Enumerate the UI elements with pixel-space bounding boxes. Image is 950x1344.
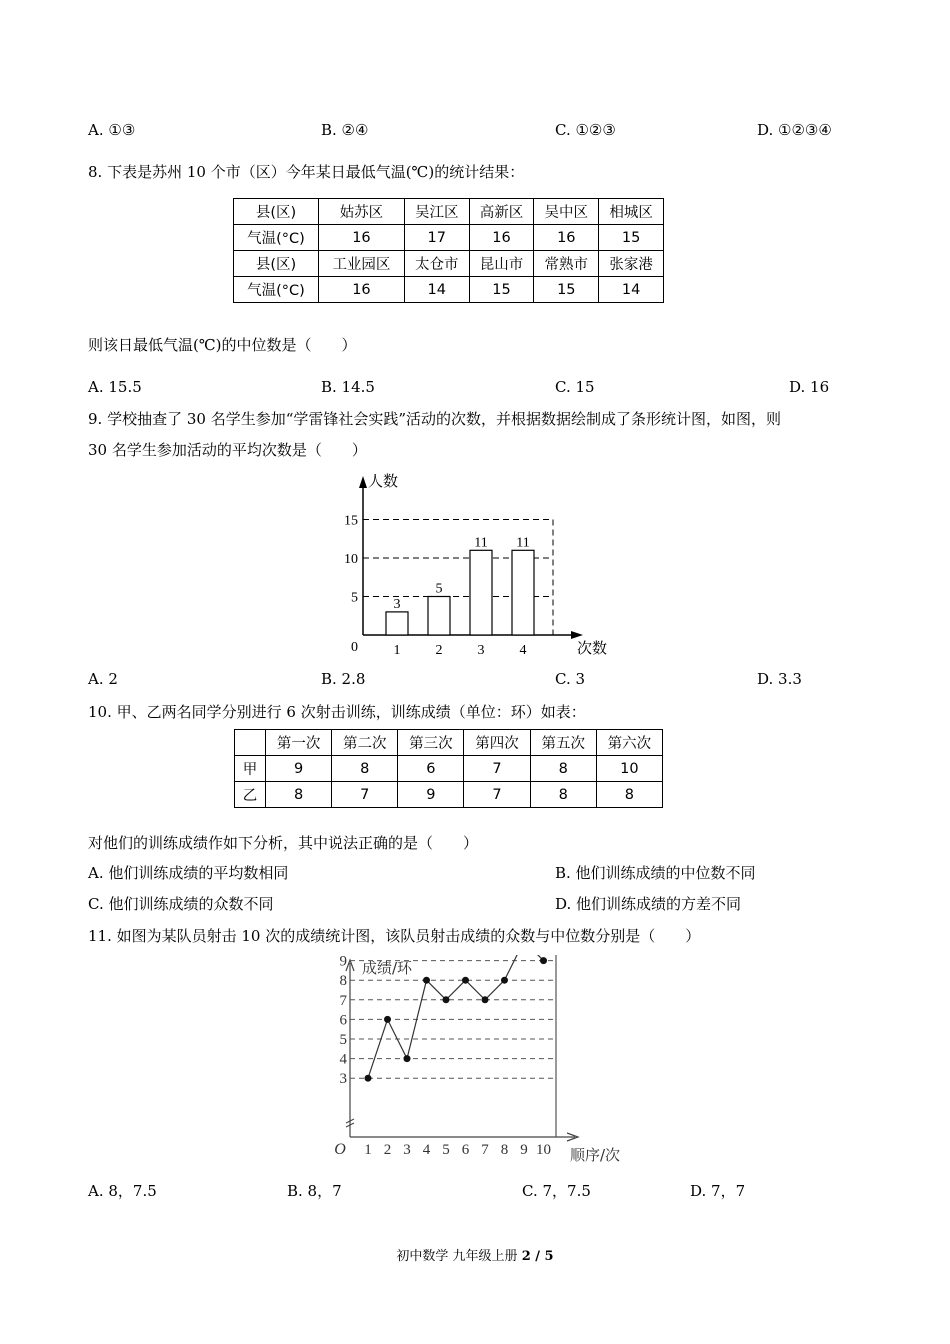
data-point (365, 1075, 372, 1082)
q8-cell: 气温(°C) (234, 225, 319, 251)
q8-cell: 高新区 (469, 199, 534, 225)
q7-option-a: A. ①③ (88, 121, 136, 139)
origin-label: O (334, 1141, 346, 1158)
q10-cell: 6 (398, 756, 464, 782)
q10-cell: 7 (464, 782, 530, 808)
q10-cell (235, 730, 266, 756)
x-tick-label: 6 (461, 1142, 470, 1158)
y-axis-label: 人数 (368, 472, 399, 490)
q10-option-c: C. 他们训练成绩的众数不同 (88, 895, 274, 913)
data-point (501, 977, 508, 984)
q10-cell: 第五次 (530, 730, 596, 756)
q8-cell: 17 (404, 225, 469, 251)
q10-cell: 第一次 (266, 730, 332, 756)
q11-option-a: A. 8，7.5 (88, 1182, 157, 1200)
x-axis-label: 次数 (577, 639, 608, 657)
x-tick-label: 9 (520, 1142, 528, 1158)
q7-option-c: C. ①②③ (555, 121, 616, 139)
q8-cell: 气温(°C) (234, 277, 319, 303)
q10-score-table (234, 729, 663, 808)
q10-stem: 10. 甲、乙两名同学分别进行 6 次射击训练，训练成绩（单位：环）如表： (88, 703, 586, 721)
q8-cell: 15 (599, 225, 664, 251)
footer-text: 初中数学 九年级上册 (396, 1249, 522, 1264)
q8-cell: 太仓市 (404, 251, 469, 277)
x-tick-label: 3 (477, 643, 485, 658)
bar-value-label: 5 (435, 581, 443, 597)
x-axis-label: 顺序/次 (570, 1146, 620, 1164)
q8-cell: 15 (469, 277, 534, 303)
q7-option-d: D. ①②③④ (757, 121, 832, 139)
data-point (482, 996, 489, 1003)
q8-cell: 张家港 (599, 251, 664, 277)
q8-option-c: C. 15 (555, 378, 595, 396)
x-tick-label: 1 (364, 1142, 372, 1158)
q10-cell: 9 (398, 782, 464, 808)
y-tick-label: 3 (339, 1071, 347, 1088)
q8-cell: 姑苏区 (319, 199, 405, 225)
bar (428, 597, 450, 636)
x-tick-label: 2 (435, 643, 443, 658)
q8-stem: 8. 下表是苏州 10 个市（区）今年某日最低气温(℃)的统计结果： (88, 163, 525, 181)
y-tick-label: 8 (339, 973, 347, 990)
q10-question: 对他们的训练成绩作如下分析，其中说法正确的是（ ） (88, 834, 479, 852)
q7-option-b: B. ②④ (321, 121, 369, 139)
q10-cell: 乙 (235, 782, 266, 808)
q8-cell: 吴中区 (534, 199, 599, 225)
x-tick-label: 3 (403, 1142, 411, 1158)
q10-cell: 10 (596, 756, 662, 782)
q10-cell: 8 (530, 756, 596, 782)
x-tick-label: 4 (519, 643, 527, 658)
q11-stem: 11. 如图为某队员射击 10 次的成绩统计图，该队员射击成绩的众数与中位数分别是（ ） (88, 927, 701, 945)
data-point (384, 1016, 391, 1023)
q10-cell: 7 (464, 756, 530, 782)
q10-option-a: A. 他们训练成绩的平均数相同 (88, 864, 289, 882)
x-tick-label: 8 (500, 1142, 509, 1158)
q8-cell: 工业园区 (319, 251, 405, 277)
q8-cell: 16 (469, 225, 534, 251)
q8-cell: 14 (599, 277, 664, 303)
x-tick-label: 7 (481, 1142, 489, 1158)
x-tick-label: 4 (422, 1142, 431, 1158)
data-point (443, 996, 450, 1003)
q8-cell: 相城区 (599, 199, 664, 225)
x-tick-label: 2 (383, 1142, 392, 1158)
q9-option-c: C. 3 (555, 670, 586, 688)
q10-cell: 8 (596, 782, 662, 808)
q9-stem-line1: 9. 学校抽查了 30 名学生参加“学雷锋社会实践”活动的次数，并根据数据绘制成了条形统计图，如图，则 (88, 410, 782, 428)
q11-line-chart (320, 955, 620, 1165)
data-point (404, 1055, 411, 1062)
x-axis-arrow (571, 631, 583, 639)
origin-label: 0 (351, 640, 358, 655)
q10-cell: 甲 (235, 756, 266, 782)
q8-cell: 15 (534, 277, 599, 303)
q8-cell: 常熟市 (534, 251, 599, 277)
y-tick-label: 4 (339, 1051, 347, 1068)
q8-cell: 昆山市 (469, 251, 534, 277)
footer-page: 2 / 5 (521, 1249, 554, 1264)
y-tick-label: 15 (344, 513, 358, 529)
q8-cell: 14 (404, 277, 469, 303)
y-tick-label: 5 (339, 1032, 347, 1048)
bar (512, 550, 534, 635)
x-tick-label: 10 (536, 1142, 551, 1158)
bar (470, 550, 492, 635)
q8-option-d: D. 16 (789, 378, 830, 396)
y-axis-label: 成绩/环 (362, 959, 413, 977)
q8-temperature-table (233, 198, 664, 303)
data-point (423, 977, 430, 984)
x-tick-label: 1 (393, 643, 401, 658)
q10-cell: 8 (266, 782, 332, 808)
q10-cell: 第四次 (464, 730, 530, 756)
q8-option-a: A. 15.5 (88, 378, 142, 396)
bar (386, 612, 408, 635)
y-tick-label: 5 (351, 590, 358, 606)
q11-option-d: D. 7，7 (690, 1182, 746, 1200)
y-tick-label: 6 (339, 1012, 347, 1029)
q8-cell: 16 (534, 225, 599, 251)
q10-option-b: B. 他们训练成绩的中位数不同 (555, 864, 756, 882)
bar-value-label: 3 (393, 596, 401, 612)
q8-cell: 16 (319, 277, 405, 303)
data-point (462, 977, 469, 984)
q10-cell: 第三次 (398, 730, 464, 756)
q10-option-d: D. 他们训练成绩的方差不同 (555, 895, 742, 913)
q9-bar-chart (335, 468, 615, 663)
q10-cell: 9 (266, 756, 332, 782)
bar-value-label: 11 (474, 535, 488, 551)
q10-cell: 第六次 (596, 730, 662, 756)
q8-option-b: B. 14.5 (321, 378, 375, 396)
q8-cell: 16 (319, 225, 405, 251)
q10-cell: 8 (332, 756, 398, 782)
y-tick-label: 10 (344, 552, 358, 567)
q11-option-b: B. 8，7 (287, 1182, 342, 1200)
q8-question: 则该日最低气温(℃)的中位数是（ ） (88, 336, 357, 354)
data-point (540, 957, 547, 964)
q9-option-b: B. 2.8 (321, 670, 366, 688)
q8-cell: 吴江区 (404, 199, 469, 225)
page-footer (0, 1245, 950, 1264)
q10-cell: 7 (332, 782, 398, 808)
x-tick-label: 5 (442, 1142, 450, 1158)
y-tick-label: 9 (339, 955, 347, 970)
q8-cell: 县(区) (234, 199, 319, 225)
y-tick-label: 7 (339, 992, 347, 1009)
bar-value-label: 11 (516, 535, 530, 551)
y-axis-arrow (359, 476, 367, 488)
q10-cell: 8 (530, 782, 596, 808)
q9-stem-line2: 30 名学生参加活动的平均次数是（ ） (88, 441, 367, 459)
q9-option-a: A. 2 (88, 670, 118, 688)
q10-cell: 第二次 (332, 730, 398, 756)
q9-option-d: D. 3.3 (757, 670, 802, 688)
q8-cell: 县(区) (234, 251, 319, 277)
q11-option-c: C. 7，7.5 (522, 1182, 591, 1200)
